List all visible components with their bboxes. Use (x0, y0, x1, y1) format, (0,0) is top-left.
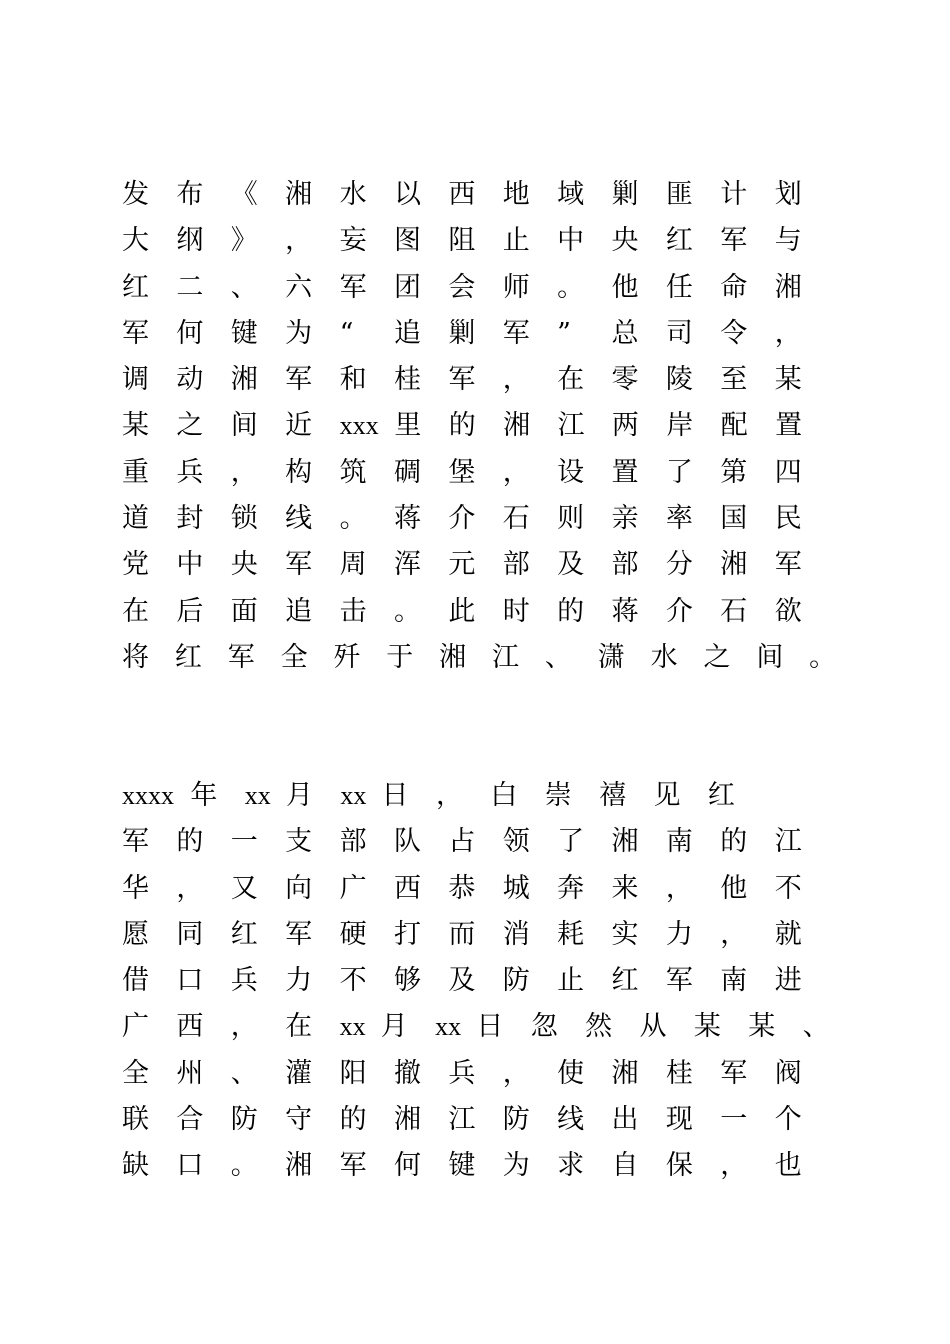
glyph: 桂 (665, 1057, 693, 1089)
glyph: 红 (122, 271, 149, 303)
glyph: 某 (693, 1011, 721, 1043)
glyph: ， (720, 918, 748, 950)
glyph: 浑 (393, 549, 421, 581)
glyph: 从 (639, 1011, 667, 1043)
glyph: 中 (557, 225, 585, 257)
glyph: 之 (703, 641, 731, 673)
glyph: 奔 (557, 872, 585, 904)
glyph: 也 (774, 1150, 802, 1182)
glyph: 忽 (530, 1011, 558, 1043)
glyph: 将 (122, 641, 149, 673)
glyph: 军 (122, 826, 149, 858)
glyph: ， (230, 456, 258, 488)
glyph: 欲 (774, 595, 802, 627)
glyph: 计 (720, 179, 748, 210)
glyph: 愿 (122, 918, 149, 950)
glyph: 军 (285, 918, 313, 950)
glyph: 央 (230, 549, 258, 581)
glyph: 、 (230, 271, 258, 303)
glyph: 的 (557, 595, 585, 627)
glyph: 此 (448, 595, 476, 627)
glyph: 近 (285, 410, 313, 442)
glyph: 南 (665, 826, 693, 858)
glyph: 调 (122, 364, 149, 396)
glyph: 占 (448, 826, 476, 858)
glyph: 州 (176, 1057, 204, 1089)
glyph: 的 (176, 826, 204, 858)
glyph: 月 (380, 1011, 408, 1043)
glyph: 歼 (333, 641, 361, 673)
glyph: 线 (285, 503, 313, 535)
glyph: 打 (393, 918, 421, 950)
glyph: 然 (585, 1011, 613, 1043)
glyph: 的 (720, 826, 748, 858)
glyph: 、 (544, 641, 572, 673)
glyph: 会 (448, 271, 476, 303)
glyph: 至 (720, 364, 748, 396)
glyph: 某 (122, 410, 149, 442)
glyph: 领 (502, 826, 530, 858)
text-line (122, 172, 862, 218)
glyph: 借 (122, 965, 149, 997)
glyph: 中 (176, 549, 204, 581)
glyph: 第 (720, 456, 748, 488)
glyph: 潇 (597, 641, 625, 673)
glyph: 江 (557, 410, 585, 442)
glyph: 匪 (665, 179, 693, 210)
glyph: 全 (122, 1057, 149, 1089)
glyph: 率 (665, 503, 693, 535)
glyph: 撤 (393, 1057, 421, 1089)
glyph: 够 (393, 965, 421, 997)
glyph: ” (557, 317, 571, 349)
glyph: 合 (176, 1104, 204, 1136)
glyph: 置 (611, 456, 639, 488)
glyph: 红 (665, 225, 693, 257)
text-line (122, 1097, 862, 1143)
glyph: 他 (720, 872, 748, 904)
glyph: 的 (339, 1104, 367, 1136)
glyph: 军 (122, 317, 149, 349)
glyph: 。 (230, 1150, 258, 1182)
glyph: xx (339, 1012, 366, 1042)
glyph: 求 (557, 1150, 585, 1182)
glyph: 队 (393, 826, 421, 858)
glyph: 江 (448, 1104, 476, 1136)
glyph: 城 (502, 872, 530, 904)
glyph: 就 (774, 918, 802, 950)
glyph: 阀 (774, 1057, 802, 1089)
glyph: xx (340, 781, 367, 810)
text-line (122, 1004, 862, 1050)
text-line (122, 265, 862, 311)
glyph: 来 (611, 872, 639, 904)
glyph: 央 (611, 225, 639, 257)
glyph: xx (244, 781, 271, 810)
glyph: 图 (393, 225, 421, 257)
glyph: 日 (381, 780, 409, 811)
glyph: 在 (557, 364, 585, 396)
glyph: ， (502, 364, 530, 396)
text-line (122, 311, 862, 357)
glyph: 岸 (666, 410, 694, 442)
glyph: 封 (176, 503, 204, 535)
glyph: 重 (122, 456, 149, 488)
glyph: 四 (774, 456, 802, 488)
text-line (122, 589, 862, 635)
glyph: 湘 (439, 641, 467, 673)
text-line (122, 1051, 862, 1097)
glyph: 大 (122, 225, 149, 257)
glyph: 布 (176, 179, 204, 210)
glyph: 、 (802, 1011, 830, 1043)
glyph: 湘 (503, 410, 531, 442)
glyph: 广 (339, 872, 367, 904)
glyph: 白 (490, 780, 518, 811)
glyph: 一 (230, 826, 258, 858)
text-line (122, 819, 862, 865)
glyph: 部 (611, 549, 639, 581)
glyph: 红 (174, 641, 202, 673)
glyph: 军 (665, 965, 693, 997)
glyph: 湘 (774, 271, 802, 303)
glyph: 军 (448, 364, 476, 396)
glyph: 司 (665, 317, 693, 349)
glyph: 地 (502, 179, 530, 210)
glyph: 了 (665, 456, 693, 488)
glyph: 阳 (339, 1057, 367, 1089)
glyph: 水 (650, 641, 678, 673)
glyph: 某 (774, 364, 802, 396)
glyph: ， (285, 225, 313, 257)
glyph: 介 (665, 595, 693, 627)
glyph: 耗 (557, 918, 585, 950)
glyph: 之 (176, 410, 204, 442)
glyph: 锁 (230, 503, 258, 535)
glyph: ， (230, 1011, 258, 1043)
text-line (122, 866, 862, 912)
glyph: “ (339, 317, 354, 349)
text-line (122, 542, 862, 588)
glyph: 水 (339, 179, 367, 210)
glyph: 力 (285, 965, 313, 997)
glyph: 支 (285, 826, 313, 858)
glyph: 域 (557, 179, 585, 210)
glyph: 进 (774, 965, 802, 997)
glyph: ， (502, 1057, 530, 1089)
glyph: 江 (492, 641, 520, 673)
glyph: 个 (774, 1104, 802, 1136)
glyph: 军 (227, 641, 255, 673)
glyph: 西 (448, 179, 476, 210)
glyph: 《 (230, 179, 258, 210)
glyph: 任 (665, 271, 693, 303)
glyph: 西 (393, 872, 421, 904)
glyph: 军 (285, 364, 313, 396)
glyph: 。 (557, 271, 585, 303)
glyph: 划 (774, 179, 802, 210)
glyph: 口 (176, 965, 204, 997)
glyph: 军 (720, 1057, 748, 1089)
glyph: 湘 (230, 364, 258, 396)
glyph: 妄 (339, 225, 367, 257)
glyph: 出 (611, 1104, 639, 1136)
glyph: 自 (611, 1150, 639, 1182)
glyph: 动 (176, 364, 204, 396)
glyph: 而 (448, 918, 476, 950)
glyph: 介 (448, 503, 476, 535)
glyph: xx (435, 1012, 462, 1042)
glyph: ， (435, 780, 463, 811)
glyph: 湘 (393, 1104, 421, 1136)
glyph: 部 (502, 549, 530, 581)
glyph: 防 (230, 1104, 258, 1136)
glyph: 键 (230, 317, 258, 349)
glyph: xxxx (122, 781, 174, 810)
glyph: 六 (285, 271, 313, 303)
glyph: 现 (665, 1104, 693, 1136)
glyph: 道 (122, 503, 149, 535)
glyph: xxx (339, 411, 379, 441)
glyph: 红 (611, 965, 639, 997)
paragraph-2 (122, 773, 862, 1190)
glyph: 周 (339, 549, 367, 581)
glyph: 灌 (285, 1057, 313, 1089)
glyph: 止 (502, 225, 530, 257)
glyph: 后 (176, 595, 204, 627)
text-line (122, 403, 862, 449)
glyph: 消 (502, 918, 530, 950)
glyph: 蒋 (393, 503, 421, 535)
glyph: 使 (557, 1057, 585, 1089)
glyph: 构 (285, 456, 313, 488)
glyph: 分 (665, 549, 693, 581)
glyph: 兵 (230, 965, 258, 997)
glyph: 力 (665, 918, 693, 950)
glyph: ， (176, 872, 204, 904)
glyph: 以 (393, 179, 421, 210)
glyph: 红 (707, 780, 735, 811)
glyph: 又 (230, 872, 258, 904)
glyph: 在 (285, 1011, 313, 1043)
glyph: 两 (611, 410, 639, 442)
glyph: 间 (230, 410, 258, 442)
glyph: 某 (748, 1011, 776, 1043)
glyph: 纲 (176, 225, 204, 257)
glyph: 命 (720, 271, 748, 303)
glyph: ， (720, 1150, 748, 1182)
glyph: 湘 (611, 826, 639, 858)
text-line (122, 450, 862, 496)
glyph: 华 (122, 872, 149, 904)
glyph: 湘 (285, 1150, 313, 1182)
glyph: 湘 (611, 1057, 639, 1089)
glyph: 月 (285, 780, 313, 811)
glyph: 亲 (611, 503, 639, 535)
glyph: 线 (557, 1104, 585, 1136)
glyph: 国 (720, 503, 748, 535)
glyph: 二 (176, 271, 204, 303)
glyph: 蒋 (611, 595, 639, 627)
glyph: 击 (339, 595, 367, 627)
glyph: 在 (122, 595, 149, 627)
glyph: 同 (176, 918, 204, 950)
glyph: 禧 (599, 780, 627, 811)
glyph: 兵 (176, 456, 204, 488)
glyph: 则 (557, 503, 585, 535)
glyph: 师 (502, 271, 530, 303)
glyph: 剿 (611, 179, 639, 210)
glyph: 年 (190, 780, 218, 811)
glyph: 民 (774, 503, 802, 535)
glyph: 止 (557, 965, 585, 997)
glyph: 湘 (720, 549, 748, 581)
glyph: 日 (476, 1011, 504, 1043)
glyph: 口 (176, 1150, 204, 1182)
glyph: 。 (393, 595, 421, 627)
glyph: 西 (176, 1011, 204, 1043)
glyph: 元 (448, 549, 476, 581)
glyph: 碉 (393, 456, 421, 488)
glyph: 南 (720, 965, 748, 997)
glyph: 石 (502, 503, 530, 535)
glyph: 追 (285, 595, 313, 627)
glyph: 部 (339, 826, 367, 858)
glyph: 缺 (122, 1150, 149, 1182)
text-line (122, 958, 862, 1004)
glyph: 红 (230, 918, 258, 950)
glyph: ， (502, 456, 530, 488)
glyph: 阻 (448, 225, 476, 257)
glyph: 及 (557, 549, 585, 581)
glyph: 军 (502, 317, 530, 349)
glyph: 军 (339, 1150, 367, 1182)
glyph: ， (774, 317, 802, 349)
glyph: 实 (611, 918, 639, 950)
glyph: 及 (448, 965, 476, 997)
glyph: 、 (230, 1057, 258, 1089)
glyph: 不 (774, 872, 802, 904)
glyph: 石 (720, 595, 748, 627)
glyph: 崇 (544, 780, 572, 811)
text-line (122, 912, 862, 958)
glyph: 。 (809, 641, 837, 673)
glyph: 桂 (393, 364, 421, 396)
glyph: 不 (339, 965, 367, 997)
glyph: 于 (386, 641, 414, 673)
glyph: 保 (665, 1150, 693, 1182)
glyph: 令 (720, 317, 748, 349)
glyph: 堡 (448, 456, 476, 488)
glyph: 》 (230, 225, 258, 257)
glyph: 为 (285, 317, 313, 349)
glyph: 何 (393, 1150, 421, 1182)
glyph: 防 (502, 1104, 530, 1136)
glyph: 他 (611, 271, 639, 303)
glyph: 和 (339, 364, 367, 396)
glyph: 军 (285, 549, 313, 581)
text-line (122, 635, 862, 681)
glyph: 团 (393, 271, 421, 303)
glyph: 置 (775, 410, 803, 442)
glyph: 与 (774, 225, 802, 257)
glyph: 总 (611, 317, 639, 349)
glyph: 键 (448, 1150, 476, 1182)
glyph: 见 (653, 780, 681, 811)
paragraph-1 (122, 172, 862, 681)
glyph: 广 (122, 1011, 149, 1043)
glyph: 兵 (448, 1057, 476, 1089)
glyph: 联 (122, 1104, 149, 1136)
text-line (122, 773, 862, 819)
glyph: 向 (285, 872, 313, 904)
glyph: 守 (285, 1104, 313, 1136)
glyph: 剿 (448, 317, 476, 349)
glyph: 防 (502, 965, 530, 997)
glyph: 恭 (448, 872, 476, 904)
glyph: 配 (720, 410, 748, 442)
glyph: 了 (557, 826, 585, 858)
glyph: 为 (502, 1150, 530, 1182)
glyph: 面 (230, 595, 258, 627)
glyph: 军 (720, 225, 748, 257)
glyph: 的 (448, 410, 476, 442)
text-line (122, 1143, 862, 1189)
glyph: 设 (557, 456, 585, 488)
glyph: 追 (393, 317, 421, 349)
glyph: 硬 (339, 918, 367, 950)
glyph: 全 (280, 641, 308, 673)
glyph: 陵 (665, 364, 693, 396)
glyph: 间 (756, 641, 784, 673)
glyph: 江 (774, 826, 802, 858)
glyph: 筑 (339, 456, 367, 488)
glyph: 零 (611, 364, 639, 396)
glyph: 何 (176, 317, 204, 349)
glyph: 。 (339, 503, 367, 535)
glyph: 里 (394, 410, 422, 442)
text-line (122, 496, 862, 542)
glyph: 军 (339, 271, 367, 303)
text-line (122, 357, 862, 403)
glyph: 时 (502, 595, 530, 627)
text-line (122, 218, 862, 264)
glyph: 党 (122, 549, 149, 581)
glyph: 湘 (285, 179, 313, 210)
glyph: 发 (122, 179, 149, 210)
glyph: 一 (720, 1104, 748, 1136)
glyph: 军 (774, 549, 802, 581)
glyph: ， (665, 872, 693, 904)
